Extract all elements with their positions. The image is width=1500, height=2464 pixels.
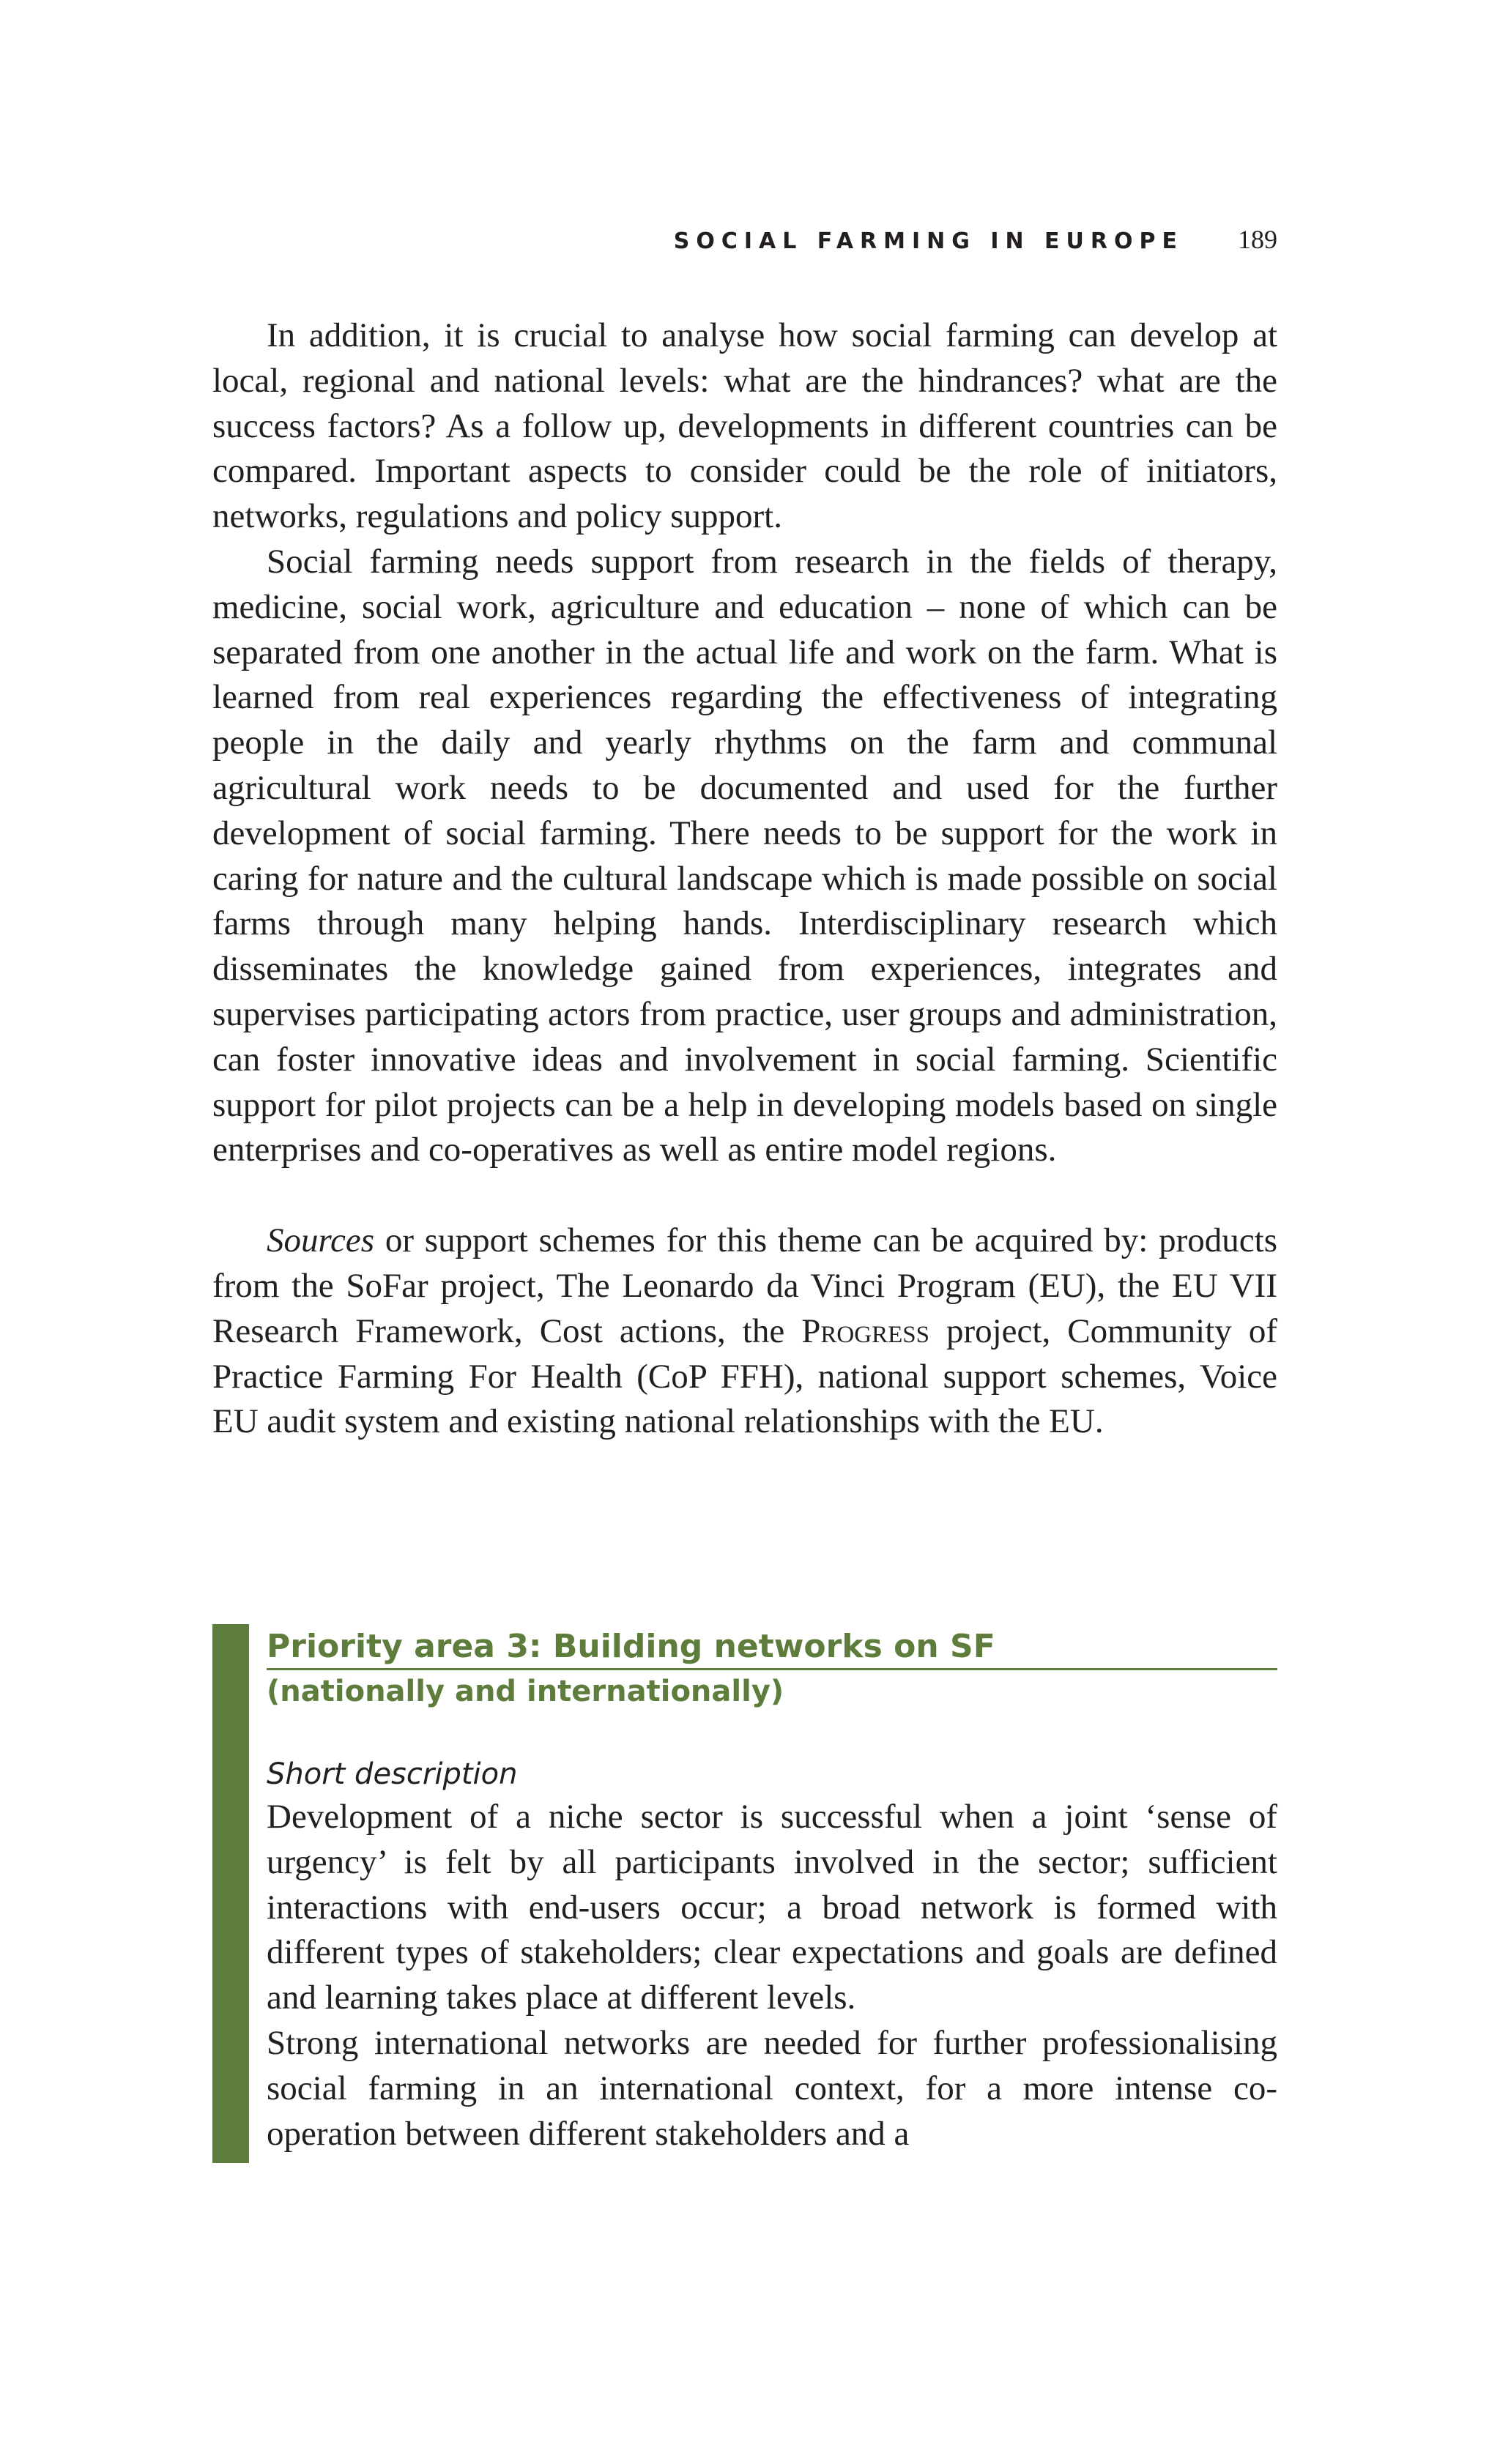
paragraph-local-development: In addition, it is crucial to analyse how social farming can develop at local, regional and national levels: what are the hindrances? what are the success factors? As a follow up, developments in different countries can be compared. Important aspects to consider could be the role of initiators, networks, regulations and policy support.: [212, 316, 1277, 536]
box-text: [267, 1795, 1277, 2156]
sources-text-a: or support schemes for this theme can be acquired by: products from the SoFar project, The Leonardo da Vinci Program (EU), the EU VII Research Framework, Cost actions, the: [212, 1221, 1277, 1350]
box-heading-subtitle: (nationally and internationally): [267, 1675, 784, 1708]
priority-area-box: [212, 1624, 1277, 2163]
box-heading: Priority area 3: Building networks on SF: [267, 1624, 1277, 1670]
main-text: [212, 313, 1277, 1445]
paragraph-research-support: Social farming needs support from research in the fields of therapy, medicine, social work, agriculture and education – none of which can be separated from one another in the actual life and work on the farm. What is learned from real experiences regarding the effectiveness of integrating people in the daily and yearly rhythms on the farm and communal agricultural work needs to be documented and used for the further development of social farming. There needs to be support for the work in caring for nature and the cultural landscape which is made possible on social farms through many helping hands. Interdisciplinary research which disseminates the knowledge gained from experiences, integrates and supervises participating actors from practice, user groups and administration, can foster innovative ideas and involvement in social farming. Scientific support for pilot projects can be a help in developing models based on single enterprises and co-operatives as well as entire model regions.: [212, 542, 1277, 1169]
box-subheading: Short description: [267, 1757, 518, 1791]
running-title: SOCIAL FARMING IN EUROPE: [673, 228, 1184, 254]
progress-program-name: Progress: [801, 1311, 929, 1350]
box-content: [267, 1624, 1277, 2156]
paragraph-sources: [212, 1218, 1277, 1445]
page-number: 189: [1238, 225, 1277, 254]
box-paragraph-niche-sector: Development of a niche sector is successful when a joint ‘sense of urgency’ is felt by all participants involved in the sector; sufficient interactions with end-users occur; a broad network is formed with different types of stakeholders; clear expectations and goals are defined and learning takes place at different levels.: [267, 1798, 1277, 2017]
running-header: [212, 224, 1277, 256]
box-accent-bar: [212, 1624, 249, 2163]
sources-text-b: project, Community of Practice Farming For Health (CoP FFH), national support schemes, Voice EU audit system and existing national relationships with the EU.: [212, 1311, 1277, 1441]
sources-label: Sources: [267, 1221, 375, 1260]
box-paragraph-international-networks: Strong international networks are needed for further professionalising social farming in an international context, for a more intense co-operation between different stakeholders and a: [267, 2023, 1277, 2153]
